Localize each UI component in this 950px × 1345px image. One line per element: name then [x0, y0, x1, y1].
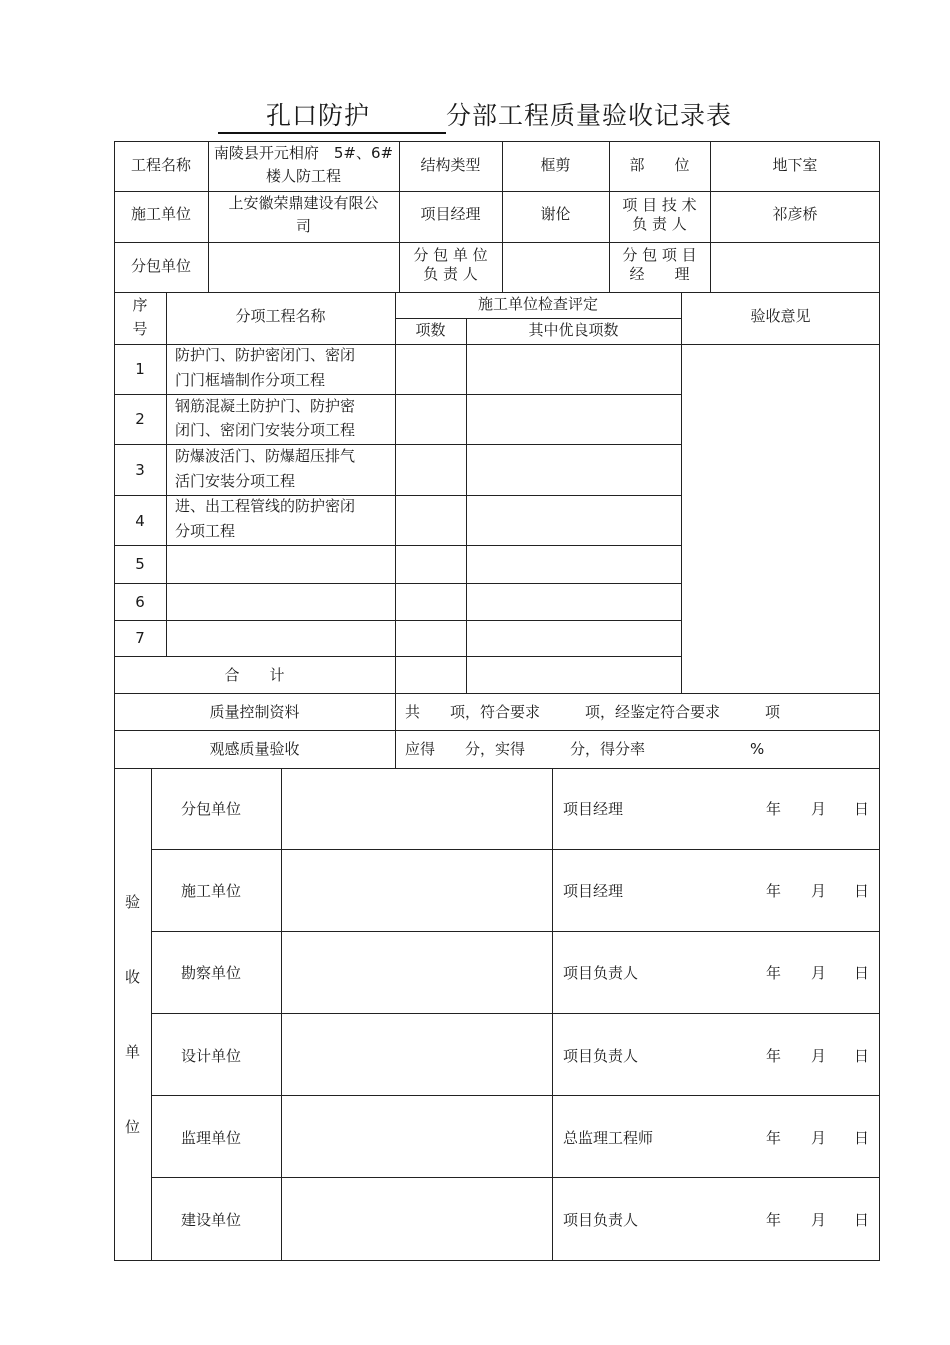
acceptance-unit: 监理单位: [181, 1129, 242, 1147]
row-item-line2: 分项工程: [175, 522, 236, 540]
total-label: 合 计: [224, 666, 285, 684]
quality-docs-label: 质量控制资料: [209, 703, 300, 721]
date-year: 年: [766, 1047, 782, 1065]
tech-value: 祁彦桥: [772, 205, 818, 223]
row-number: 3: [135, 461, 145, 479]
rule: [151, 1095, 880, 1096]
title-text: 分部工程质量验收记录表: [446, 101, 733, 130]
pm-label: 项目经理: [420, 205, 481, 223]
acceptance-role: 项目经理: [563, 800, 624, 818]
date-year: 年: [766, 800, 782, 818]
excellent-header: 其中优良项数: [528, 321, 619, 339]
row-item-line2: 闭门、密闭门安装分项工程: [175, 421, 356, 439]
structure-value: 框剪: [540, 156, 571, 174]
rule: [151, 849, 880, 850]
row-item-line1: 防爆波活门、防爆超压排气: [175, 447, 356, 465]
row-number: 4: [135, 512, 145, 530]
row-item-line2: 活门安装分项工程: [175, 472, 296, 490]
rule: [114, 768, 880, 769]
rule: [466, 318, 467, 693]
visual-label: 观感质量验收: [209, 740, 300, 758]
tech-label-line1: 项 目 技 术: [622, 196, 697, 214]
rule: [166, 292, 167, 657]
date-year: 年: [766, 1129, 782, 1147]
page-title: [0, 96, 950, 134]
rule: [681, 292, 682, 693]
title-field: 孔口防护: [218, 96, 446, 134]
side-label-char: 验: [124, 893, 140, 911]
row-number: 7: [135, 629, 145, 647]
rule: [151, 1013, 880, 1014]
acceptance-unit: 勘察单位: [181, 964, 242, 982]
contractor-label: 施工单位: [130, 205, 191, 223]
rule: [395, 292, 396, 768]
rule: [552, 768, 553, 1260]
date-day: 日: [854, 1047, 870, 1065]
acceptance-role: 项目负责人: [563, 964, 639, 982]
seq-header-line2: 号: [132, 320, 148, 338]
row-item-line1: 进、出工程管线的防护密闭: [175, 497, 356, 515]
row-item-line2: 门门框墙制作分项工程: [175, 371, 326, 389]
rule: [151, 1177, 880, 1178]
quality-docs-text: 共 项，符合要求 项，经鉴定符合要求 项: [405, 703, 781, 721]
date-year: 年: [766, 964, 782, 982]
project-name-line1: 南陵县开元相府 5#、6#: [213, 144, 394, 162]
rule: [114, 656, 681, 657]
part-label: 部 位: [629, 156, 690, 174]
row-item-line1: 防护门、防护密闭门、密闭: [175, 346, 356, 364]
row-number: 1: [135, 360, 145, 378]
row-number: 2: [135, 410, 145, 428]
acceptance-unit: 建设单位: [181, 1211, 242, 1229]
acceptance-role: 项目负责人: [563, 1047, 639, 1065]
acceptance-role: 项目经理: [563, 882, 624, 900]
contractor-line2: 司: [295, 217, 311, 235]
tech-label-line2: 负 责 人: [632, 215, 687, 233]
acceptance-unit: 施工单位: [181, 882, 242, 900]
acceptance-role: 总监理工程师: [563, 1129, 654, 1147]
acceptance-unit: 分包单位: [181, 800, 242, 818]
rule: [151, 768, 152, 1260]
project-name-label: 工程名称: [130, 156, 191, 174]
date-year: 年: [766, 882, 782, 900]
rule: [114, 730, 880, 731]
visual-text: 应得 分，实得 分，得分率 %: [405, 740, 765, 758]
count-header: 项数: [415, 321, 446, 339]
sub-pm-line2: 经 理: [629, 265, 690, 283]
side-label-char: 收: [124, 968, 140, 986]
rule: [114, 583, 681, 584]
date-day: 日: [854, 882, 870, 900]
sub-label: 分包单位: [130, 257, 191, 275]
row-item-line1: 钢筋混凝土防护门、防护密: [175, 397, 356, 415]
check-header: 施工单位检查评定: [477, 295, 598, 313]
side-label-char: 单: [124, 1043, 140, 1061]
rule: [114, 620, 681, 621]
date-month: 月: [811, 1211, 827, 1229]
part-value: 地下室: [772, 156, 818, 174]
date-month: 月: [811, 964, 827, 982]
date-month: 月: [811, 1047, 827, 1065]
sub-resp-line1: 分 包 单 位: [413, 246, 488, 264]
item-name-header: 分项工程名称: [235, 307, 326, 325]
structure-label: 结构类型: [420, 156, 481, 174]
contractor-line1: 上安徽荣鼎建设有限公: [228, 194, 379, 212]
date-day: 日: [854, 800, 870, 818]
date-month: 月: [811, 882, 827, 900]
acceptance-unit: 设计单位: [181, 1047, 242, 1065]
side-label-char: 位: [124, 1118, 140, 1136]
rule: [114, 545, 681, 546]
sub-resp-line2: 负 责 人: [423, 265, 478, 283]
row-number: 6: [135, 593, 145, 611]
date-day: 日: [854, 964, 870, 982]
seq-header-line1: 序: [132, 296, 148, 314]
project-name-line2: 楼人防工程: [265, 167, 341, 185]
rule: [151, 931, 880, 932]
sub-pm-line1: 分 包 项 目: [622, 246, 697, 264]
rule: [281, 768, 282, 1260]
date-month: 月: [811, 1129, 827, 1147]
rule: [114, 242, 880, 243]
date-month: 月: [811, 800, 827, 818]
date-day: 日: [854, 1211, 870, 1229]
acceptance-role: 项目负责人: [563, 1211, 639, 1229]
date-year: 年: [766, 1211, 782, 1229]
row-number: 5: [135, 555, 145, 573]
rule: [114, 693, 880, 694]
pm-value: 谢伦: [540, 205, 571, 223]
date-day: 日: [854, 1129, 870, 1147]
opinion-header: 验收意见: [750, 307, 811, 325]
